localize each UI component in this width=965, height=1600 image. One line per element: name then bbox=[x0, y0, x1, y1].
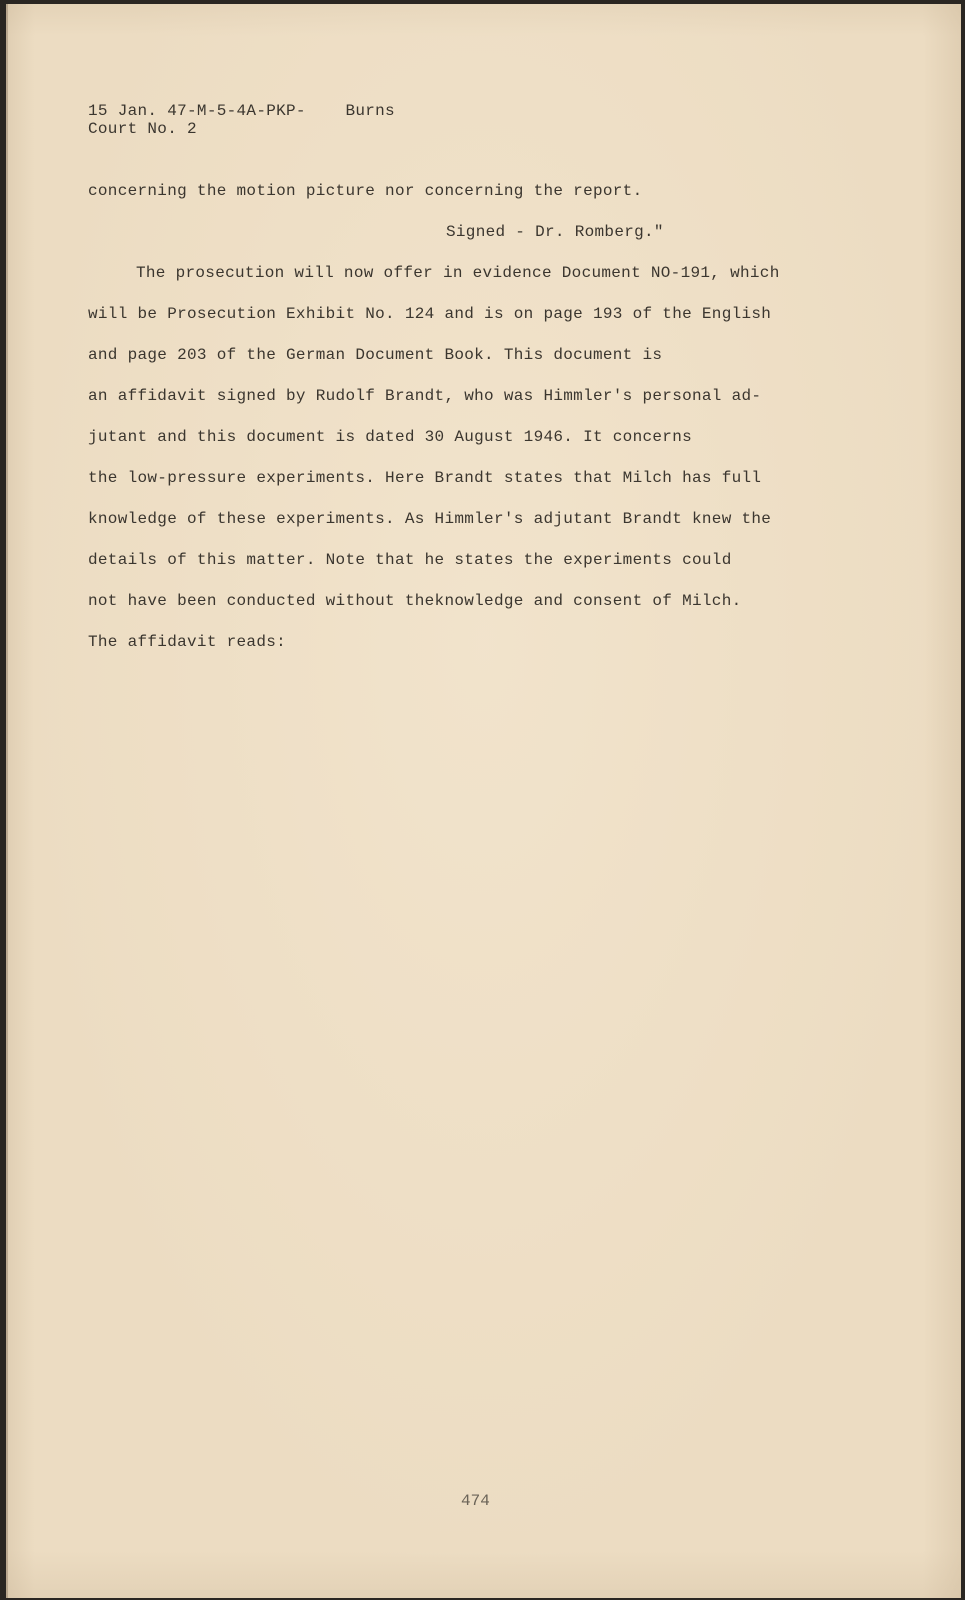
page-number: 474 bbox=[461, 1492, 490, 1510]
body-line: concerning the motion picture nor concerning the report. bbox=[88, 182, 643, 200]
header-docket-line: 15 Jan. 47-M-5-4A-PKP- Burns bbox=[88, 102, 395, 120]
document-page bbox=[6, 4, 961, 1598]
body-line: an affidavit signed by Rudolf Brandt, who was Himmler's personal ad- bbox=[88, 387, 762, 405]
body-line: will be Prosecution Exhibit No. 124 and is on page 193 of the English bbox=[88, 305, 772, 323]
header-court-line: Court No. 2 bbox=[88, 120, 197, 138]
body-line: The prosecution will now offer in evidence Document NO-191, which bbox=[136, 264, 780, 282]
signature-line: Signed - Dr. Romberg." bbox=[446, 223, 664, 241]
body-line: the low-pressure experiments. Here Brandt states that Milch has full bbox=[88, 469, 762, 487]
body-line: The affidavit reads: bbox=[88, 633, 287, 651]
body-line: not have been conducted without theknowledge and consent of Milch. bbox=[88, 592, 742, 610]
body-line: knowledge of these experiments. As Himmler's adjutant Brandt knew the bbox=[88, 510, 772, 528]
body-line: and page 203 of the German Document Book. This document is bbox=[88, 346, 663, 364]
body-line: details of this matter. Note that he states the experiments could bbox=[88, 551, 732, 569]
body-line: jutant and this document is dated 30 August 1946. It concerns bbox=[88, 428, 692, 446]
